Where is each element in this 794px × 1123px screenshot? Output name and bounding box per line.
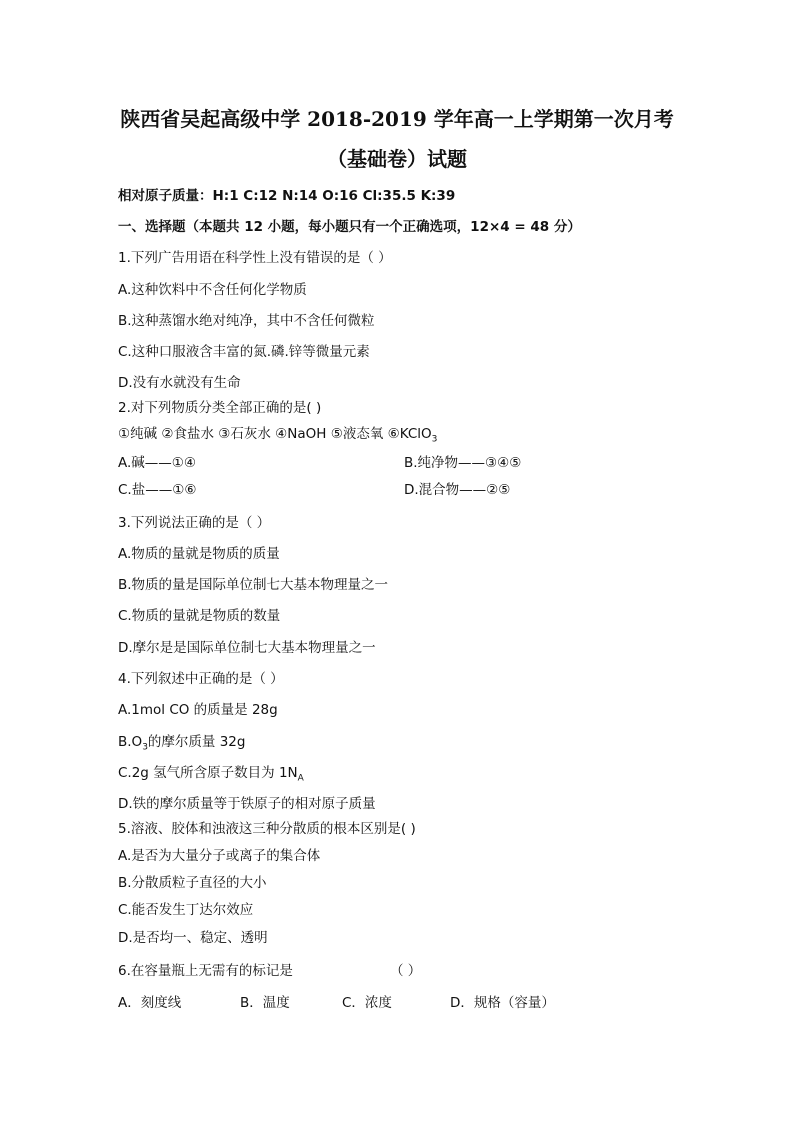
- q2-option-d: D.混合物——②⑤: [404, 482, 511, 498]
- q4-option-d: D.铁的摩尔质量等于铁原子的相对原子质量: [118, 796, 376, 812]
- q4-option-c-pre: C.2g 氢气所含原子数目为 1N: [118, 765, 298, 781]
- q3-option-a: A.物质的量就是物质的质量: [118, 546, 280, 562]
- q1-option-d: D.没有水就没有生命: [118, 375, 241, 391]
- q3-stem: 3.下列说法正确的是（ ）: [118, 515, 271, 531]
- q2-items-text: ①纯碱 ②食盐水 ③石灰水 ④NaOH ⑤液态氧 ⑥KClO: [118, 426, 432, 442]
- document-title-line2: （基础卷）试题: [327, 147, 467, 171]
- q2-option-row2: [118, 481, 734, 499]
- q2-items: [118, 425, 734, 443]
- q3-option-b: B.物质的量是国际单位制七大基本物理量之一: [118, 577, 389, 593]
- q6-answer-blank: （ ）: [390, 963, 422, 979]
- q4-option-b-post: 的摩尔质量 32g: [147, 734, 246, 750]
- q5-option-a: A.是否为大量分子或离子的集合体: [118, 848, 321, 864]
- q6-option-b: B．温度: [240, 995, 290, 1011]
- q1-stem: 1.下列广告用语在科学性上没有错误的是（ ）: [118, 250, 392, 266]
- q4-option-b-subscript: 3: [142, 742, 148, 753]
- q5-stem: 5.溶液、胶体和浊液这三种分散质的根本区别是( ): [118, 821, 416, 837]
- q1-option-a: A.这种饮料中不含任何化学物质: [118, 282, 307, 298]
- q2-option-a: A.碱——①④: [118, 455, 196, 471]
- q6-option-a: A．刻度线: [118, 995, 182, 1011]
- q2-option-row1: [118, 454, 734, 472]
- q5-option-c: C.能否发生丁达尔效应: [118, 902, 254, 918]
- q4-option-b-pre: B.O: [118, 734, 143, 750]
- q2-items-subscript: 3: [431, 434, 438, 445]
- q4-option-b: [118, 733, 734, 751]
- q3-option-c: C.物质的量就是物质的数量: [118, 608, 281, 624]
- q6-option-d: D．规格（容量）: [450, 995, 555, 1011]
- q4-stem: 4.下列叙述中正确的是（ ）: [118, 671, 284, 687]
- q1-option-b: B.这种蒸馏水绝对纯净，其中不含任何微粒: [118, 313, 375, 329]
- q5-option-b: B.分散质粒子直径的大小: [118, 875, 267, 891]
- q4-option-a: A.1mol CO 的质量是 28g: [118, 702, 278, 718]
- q1-option-c: C.这种口服液含丰富的氮.磷.锌等微量元素: [118, 344, 370, 360]
- document-title-line1: 陕西省吴起高级中学 2018-2019 学年高一上学期第一次月考: [120, 107, 674, 131]
- q2-option-c: C.盐——①⑥: [118, 482, 197, 498]
- q3-option-d: D.摩尔是是国际单位制七大基本物理量之一: [118, 640, 376, 656]
- q2-option-b: B.纯净物——③④⑤: [404, 455, 522, 471]
- q4-option-c: [118, 764, 734, 782]
- q6-stem: 6.在容量瓶上无需有的标记是: [118, 963, 293, 979]
- q6-option-c: C．浓度: [342, 995, 392, 1011]
- atomic-masses: 相对原子质量：H:1 C:12 N:14 O:16 Cl:35.5 K:39: [118, 188, 456, 204]
- q2-stem: 2.对下列物质分类全部正确的是( ): [118, 400, 322, 416]
- q6-stem-row: [118, 962, 734, 980]
- q5-option-d: D.是否均一、稳定、透明: [118, 930, 268, 946]
- section-header: 一、选择题（本题共 12 小题，每小题只有一个正确选项，12×4 = 48 分）: [118, 219, 581, 235]
- q4-option-c-subscript: A: [297, 773, 304, 784]
